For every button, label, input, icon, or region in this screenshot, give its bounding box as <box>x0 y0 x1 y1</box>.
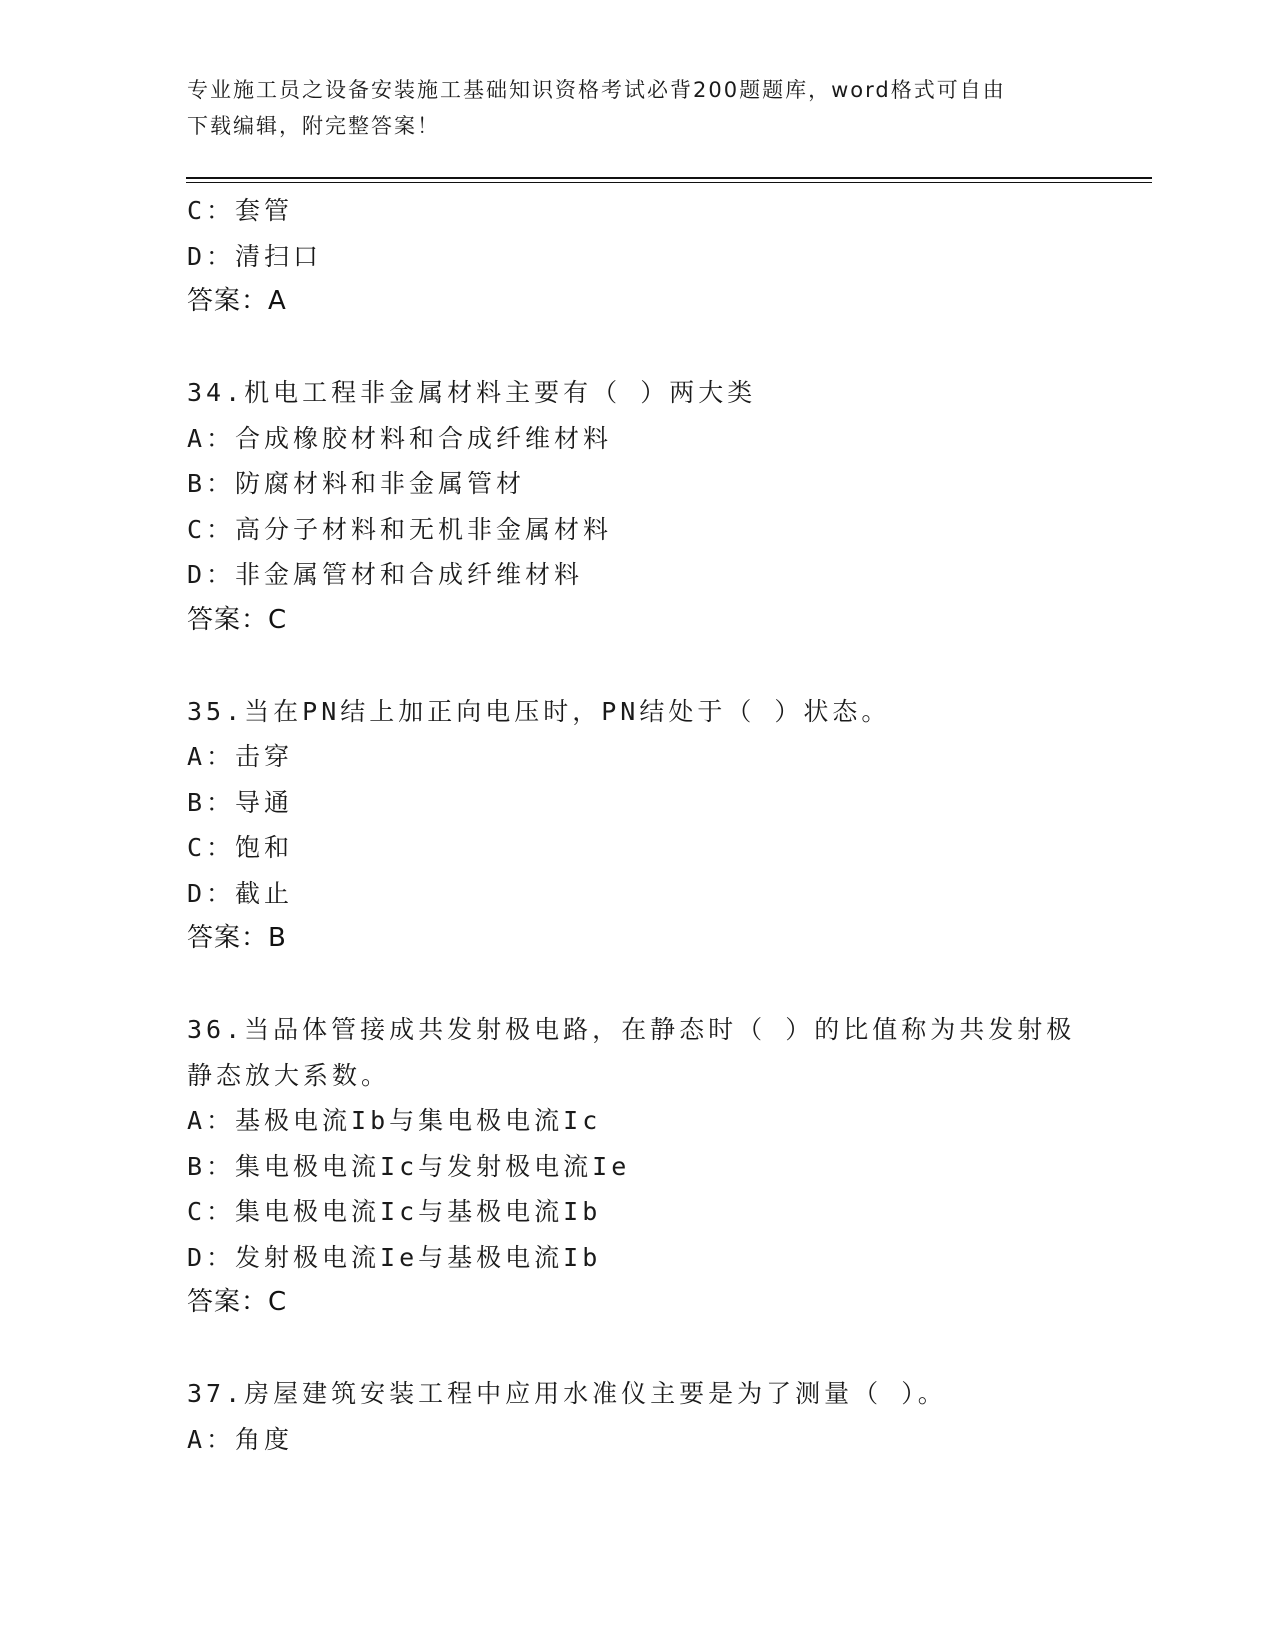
option-d: D：清扫口 <box>187 241 323 271</box>
question-37 <box>187 1371 1087 1462</box>
option-d: D：发射极电流Ie与基极电流Ib <box>187 1242 602 1272</box>
option-c: C：饱和 <box>187 833 294 862</box>
option-b: B：防腐材料和非金属管材 <box>187 469 526 498</box>
option-d: D：截止 <box>187 878 294 908</box>
option-b: B：集电极电流Ic与发射极电流Ie <box>187 1151 631 1181</box>
answer: 答案：A <box>187 286 287 316</box>
question-stem-line-2: 静态放大系数。 <box>187 1060 391 1090</box>
spacer <box>187 325 1087 371</box>
header-divider-thick <box>186 177 1152 179</box>
option-a: A：角度 <box>187 1424 294 1454</box>
option-a: A：基极电流Ib与集电极电流Ic <box>187 1106 602 1135</box>
option-d: D：非金属管材和合成纤维材料 <box>187 560 584 589</box>
question-list <box>187 188 1087 1462</box>
option-c: C：集电极电流Ic与基极电流Ib <box>187 1197 602 1226</box>
question-stem: 34.机电工程非金属材料主要有（ ）两大类 <box>187 378 757 407</box>
option-b: B：导通 <box>187 787 294 817</box>
question-36 <box>187 1007 1087 1326</box>
question-stem: 37.房屋建筑安装工程中应用水准仪主要是为了测量（ ）。 <box>187 1379 947 1408</box>
option-c: C：高分子材料和无机非金属材料 <box>187 514 613 544</box>
header-line-2: 下载编辑，附完整答案！ <box>187 114 440 138</box>
spacer <box>187 1326 1087 1372</box>
answer: 答案：B <box>187 923 287 953</box>
question-stem: 35.当在PN结上加正向电压时，PN结处于（ ）状态。 <box>187 696 891 726</box>
question-35 <box>187 689 1087 962</box>
answer: 答案：C <box>187 1287 288 1317</box>
document-header <box>187 72 1087 144</box>
spacer <box>187 962 1087 1008</box>
question-stem-line-1: 36.当品体管接成共发射极电路，在静态时（ ）的比值称为共发射极 <box>187 1015 1076 1044</box>
question-33-tail <box>187 188 1087 325</box>
option-a: A：合成橡胶材料和合成纤维材料 <box>187 423 613 453</box>
spacer <box>187 643 1087 689</box>
header-line-1: 专业施工员之设备安装施工基础知识资格考试必背200题题库，word格式可自由 <box>187 78 1006 102</box>
header-divider-thin <box>186 182 1152 183</box>
question-34 <box>187 370 1087 643</box>
option-a: A：击穿 <box>187 742 294 771</box>
answer: 答案：C <box>187 604 288 635</box>
option-c: C：套管 <box>187 196 294 225</box>
